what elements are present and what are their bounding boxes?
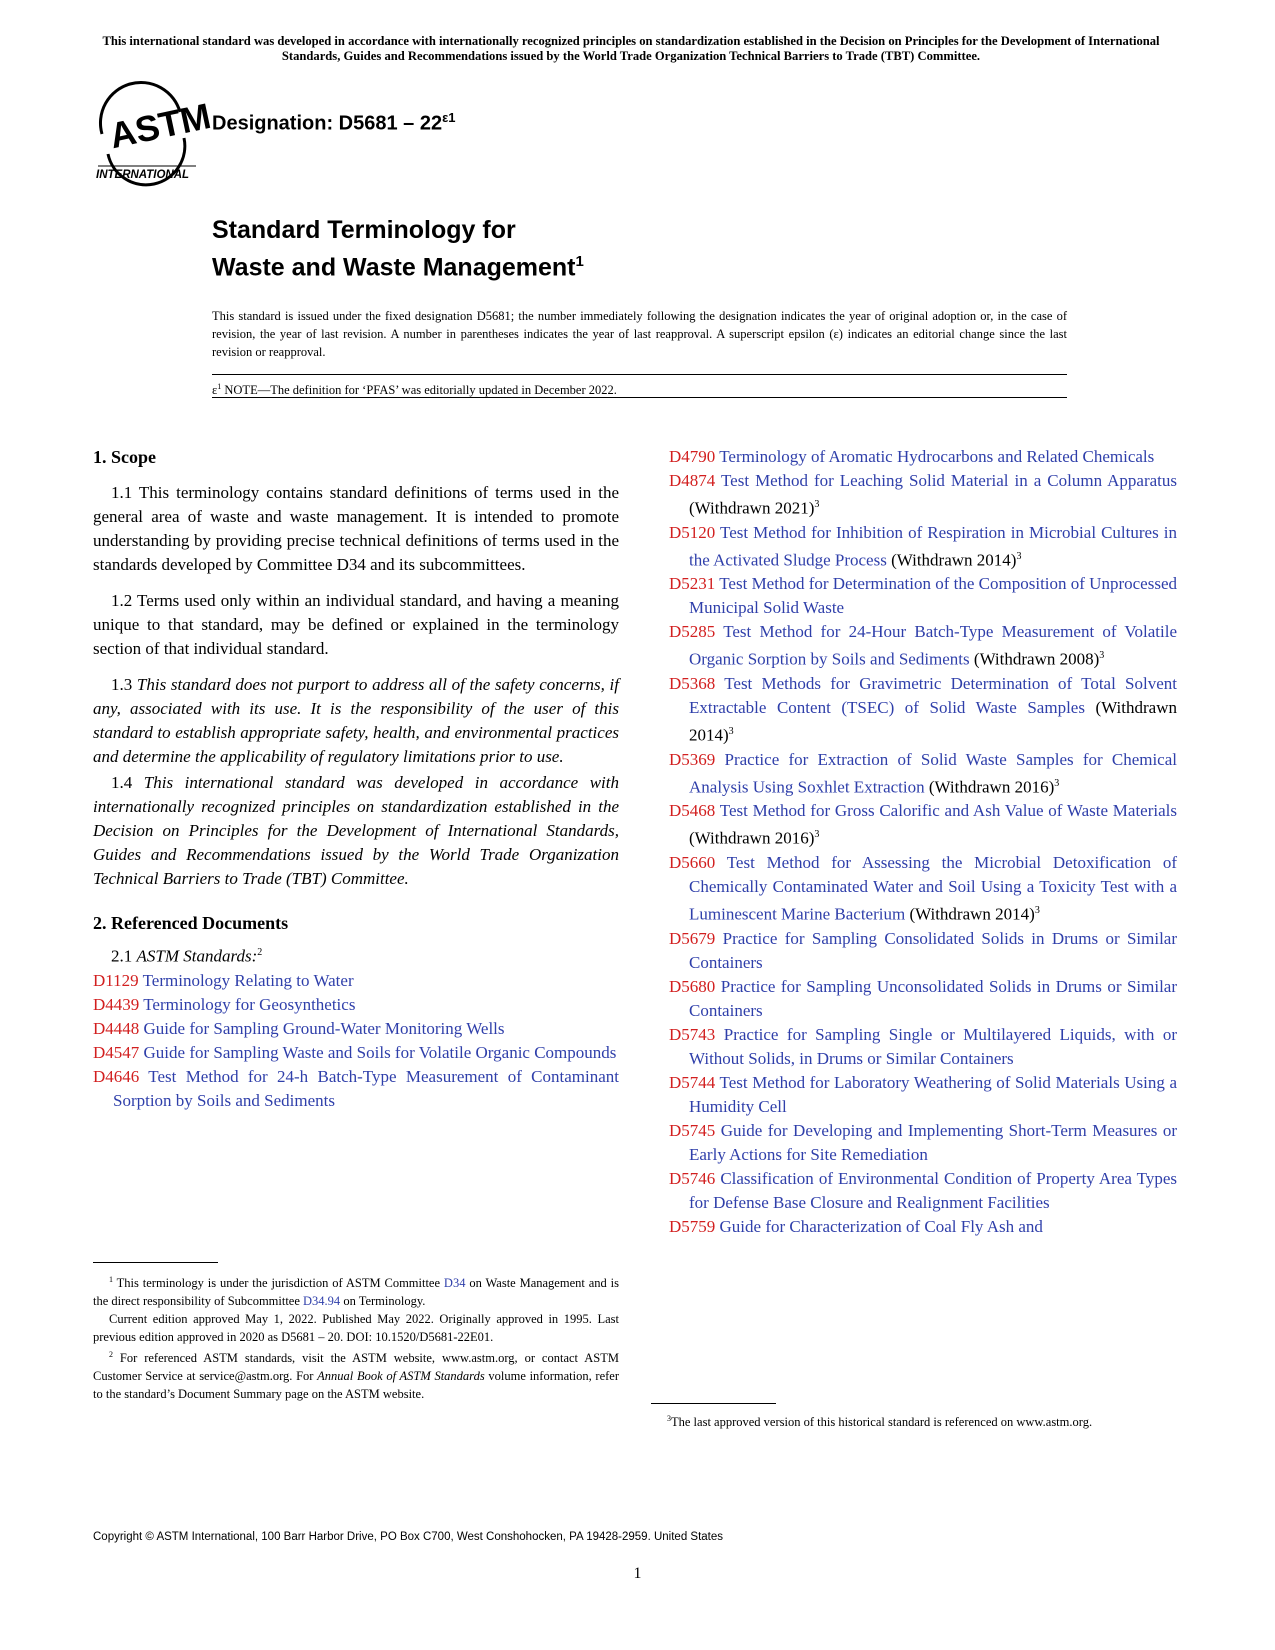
reference-item [669,572,1177,620]
reference-item [669,1119,1177,1167]
reference-title-link[interactable]: Test Method for Gross Calorific and Ash Value of Waste Materials [719,801,1177,821]
reference-code-link[interactable]: D5285 [669,622,716,642]
document-title [212,214,584,283]
reference-item [93,1065,619,1113]
editorial-text: NOTE—The definition for ‘PFAS’ was editorially updated in December 2022. [221,383,617,398]
withdrawn-note: (Withdrawn 2016) [924,777,1055,797]
subheading-label: ASTM Standards: [136,946,258,966]
reference-list-left [93,969,619,1113]
issue-note: This standard is issued under the fixed designation D5681; the number immediately following the designation indicates the year of original adoption or, in the case of revision, the year of last revision. A number in parentheses indicates the year of last reapproval. A superscript epsilon (ε) indicates an editorial change since the last revision or reapproval. [212,309,1067,359]
footnote-text: on Terminology. [340,1294,426,1309]
reference-title-link[interactable]: Practice for Sampling Single or Multilayered Liquids, with or Without Solids, in Drums or Similar Containers [689,1024,1178,1068]
reference-title-link[interactable]: Guide for Developing and Implementing Short-Term Measures or Early Actions for Site Remediation [689,1120,1178,1164]
paragraph-text: This terminology contains standard definitions of terms used in the general area of waste and waste management. It is intended to promote understanding by providing precise technical definitions of terms used in the standards developed by Committee D34 and its subcommittees. [93,483,619,574]
withdrawn-note: (Withdrawn 2014) [905,904,1035,924]
reference-footnote-mark: 3 [1016,550,1022,562]
reference-code-link[interactable]: D5744 [669,1072,716,1092]
reference-footnote-mark: 3 [814,829,820,841]
withdrawn-note: (Withdrawn 2016) [689,828,815,848]
reference-item [669,469,1177,521]
reference-code-link[interactable]: D4547 [93,1042,140,1062]
section-1-heading: 1. Scope [93,447,156,467]
copyright-line: Copyright © ASTM International, 100 Barr Harbor Drive, PO Box C700, West Conshohocken, PA 19428-2959. United States [93,1531,724,1543]
reference-code-link[interactable]: D4448 [93,1018,140,1038]
reference-title-link[interactable]: Test Method for 24-Hour Batch-Type Measurement of Volatile Organic Sorption by Soils and Sediments [689,622,1177,669]
reference-item [669,672,1177,748]
subheading-number: 2.1 [111,946,133,966]
reference-title-link[interactable]: Test Method for Laboratory Weathering of Solid Materials Using a Humidity Cell [689,1072,1177,1116]
reference-item [669,445,1177,469]
reference-item [669,620,1177,672]
subheading-footnote-mark: 2 [257,947,263,958]
title-footnote-mark: 1 [575,253,584,270]
reference-item [669,799,1177,851]
footnote-text: on Waste Management and is the direct responsibility of Subcommittee [93,1276,619,1309]
withdrawn-note: (Withdrawn 2008) [969,649,1100,669]
reference-code-link[interactable]: D5231 [669,574,716,594]
reference-item [669,927,1177,975]
designation-label: Designation: D5681 – 22 [212,112,443,135]
reference-code-link[interactable]: D5120 [669,522,716,542]
logo-bottom-text: INTERNATIONAL [96,169,190,181]
footnote-mark: 3 [667,1414,671,1423]
footnote-divider-right [651,1403,776,1404]
reference-item [669,521,1177,573]
editorial-mark-sup: 1 [217,382,222,391]
reference-item [669,1167,1177,1215]
reference-title-link[interactable]: Practice for Extraction of Solid Waste Samples for Chemical Analysis Using Soxhlet Extraction [689,749,1177,797]
reference-code-link[interactable]: D5759 [669,1216,716,1236]
reference-code-link[interactable]: D5743 [669,1024,716,1044]
reference-footnote-mark: 3 [814,499,820,510]
paragraph-1-3 [93,673,619,769]
reference-item [93,1041,619,1065]
footnote-2 [93,1346,619,1403]
logo-top-text: ASTM [105,94,215,157]
footnote-text: For referenced ASTM standards, visit the ASTM website, www.astm.org, or contact ASTM Customer Service at service@astm.org. For [93,1351,619,1384]
withdrawn-note: (Withdrawn 2014) [886,550,1017,570]
reference-code-link[interactable]: D4439 [93,994,140,1014]
reference-code-link[interactable]: D1129 [93,970,139,990]
reference-title-link[interactable]: Test Method for 24-h Batch-Type Measurement of Contaminant Sorption by Soils and Sediments [113,1066,619,1110]
footnote-3 [651,1410,1177,1431]
left-column [93,445,619,1113]
paragraph-number: 1.1 [111,483,133,502]
editorial-note [212,379,617,398]
designation [212,110,456,136]
reference-footnote-mark: 3 [728,725,734,737]
designation-superscript: ε1 [442,110,456,125]
reference-title-link[interactable]: Test Method for Leaching Solid Material in a Column Apparatus [720,471,1177,490]
footnote-text: The last approved version of this historical standard is referenced on www.astm.org. [671,1415,1093,1430]
reference-title-link[interactable]: Guide for Sampling Ground-Water Monitoring Wells [143,1018,505,1038]
reference-code-link[interactable]: D4646 [93,1066,140,1086]
astm-standards-subheading [111,941,619,969]
reference-title-link[interactable]: Terminology Relating to Water [142,970,354,990]
reference-title-link[interactable]: Terminology of Aromatic Hydrocarbons and Related Chemicals [719,447,1155,466]
reference-title-link[interactable]: Practice for Sampling Consolidated Solids in Drums or Similar Containers [689,928,1178,972]
paragraph-1-2 [93,589,619,661]
paragraph-text: This standard does not purport to address all of the safety concerns, if any, associated with its use. It is the responsibility of the user of this standard to establish appropriate safety, health, and environmental practices and determine the applicability of regulatory limitations prior to use. [93,675,619,766]
paragraph-1-1 [93,481,619,577]
reference-title-link[interactable]: Test Method for Inhibition of Respiration in Microbial Cultures in the Activated Sludge Process [689,522,1177,570]
footnote-text: volume information, refer to the standard’s Document Summary page on the ASTM website. [93,1369,619,1402]
reference-code-link[interactable]: D5369 [669,749,716,769]
reference-item [93,969,619,993]
reference-footnote-mark: 3 [1099,650,1105,662]
reference-code-link[interactable]: D5468 [669,801,716,821]
reference-title-link[interactable]: Guide for Characterization of Coal Fly Ash and [719,1216,1043,1236]
reference-title-link[interactable]: Test Method for Assessing the Microbial Detoxification of Chemically Contaminated Water and Soil Using a Toxicity Test with a Luminescent Marine Bacterium [689,852,1177,924]
right-column [669,445,1177,1239]
reference-code-link[interactable]: D5679 [669,928,716,948]
reference-title-link[interactable]: Guide for Sampling Waste and Soils for Volatile Organic Compounds [143,1042,617,1062]
astm-logo [92,82,215,182]
paragraph-number: 1.3 [111,675,133,694]
page-number: 1 [633,1565,642,1582]
reference-title-link[interactable]: Classification of Environmental Condition of Property Area Types for Defense Base Closure and Realignment Facilities [689,1168,1178,1212]
reference-title-link[interactable]: Practice for Sampling Unconsolidated Solids in Drums or Similar Containers [689,976,1177,1020]
footnotes-right [651,1410,1177,1431]
reference-title-link[interactable]: Test Methods for Gravimetric Determination of Total Solvent Extractable Content (TSEC) of Solid Waste Samples [689,673,1177,717]
footnote-italic-text: Annual Book of ASTM Standards [317,1369,485,1384]
reference-code-link[interactable]: D4874 [669,471,716,490]
reference-item [669,975,1177,1023]
footnote-mark: 1 [109,1275,113,1284]
title-line-2: Waste and Waste Management [212,253,576,282]
paragraph-number: 1.2 [111,591,133,610]
withdrawn-note: (Withdrawn 2014) [689,697,1177,745]
withdrawn-note: (Withdrawn 2021) [689,498,815,518]
reference-item [669,748,1177,800]
reference-item [93,1017,619,1041]
paragraph-text: Terms used only within an individual standard, and having a meaning unique to that standard, may be defined or explained in the terminology section of that individual standard. [93,591,619,658]
paragraph-text: This international standard was developed in accordance with internationally recognized principles on standardization established in the Decision on Principles for the Development of International Standards, Guides and Recommendations issued by the World Trade Organization Technical Barriers to Trade (TBT) Committee. [93,773,619,888]
footnote-divider-left [93,1262,218,1263]
reference-list-right [669,445,1177,1239]
note-top-divider [212,374,1067,375]
reference-code-link[interactable]: D4790 [669,447,716,466]
reference-footnote-mark: 3 [1034,904,1040,916]
reference-item [669,1023,1177,1071]
header-notice: This international standard was developed in accordance with internationally recognized principles on standardization established in the Decision on Principles for the Development of International Standards, Guides and Recommendations issued by the World Trade Organization Technical Barriers to Trade (TBT) Committee. [102,34,1160,63]
subcommittee-link[interactable]: D34.94 [303,1294,341,1309]
reference-code-link[interactable]: D5745 [669,1120,716,1140]
footnote-mark: 2 [109,1350,113,1360]
reference-code-link[interactable]: D5746 [669,1168,716,1188]
astm-logo-icon [92,82,215,182]
reference-code-link[interactable]: D5660 [669,852,716,872]
footnote-1-edition: Current edition approved May 1, 2022. Published May 2022. Originally approved in 1995. Last previous edition approved in 2020 as D5681 – 20. DOI: 10.1520/D5681-22E01. [93,1312,619,1345]
reference-title-link[interactable]: Test Method for Determination of the Composition of Unprocessed Municipal Solid Waste [689,574,1177,618]
paragraph-number: 1.4 [111,773,133,792]
reference-footnote-mark: 3 [1054,777,1060,789]
reference-code-link[interactable]: D5680 [669,976,716,996]
title-line-1: Standard Terminology for [212,216,516,244]
reference-item [669,851,1177,927]
editorial-mark: ε [212,383,218,398]
reference-code-link[interactable]: D5368 [669,673,716,693]
paragraph-1-4 [93,771,619,891]
reference-item [669,1071,1177,1119]
footnote-1 [93,1271,619,1310]
committee-link[interactable]: D34 [443,1276,466,1291]
note-bottom-divider [212,397,1067,398]
footnote-text: This terminology is under the jurisdiction of ASTM Committee [113,1276,444,1291]
reference-item [669,1215,1177,1239]
section-2-heading: 2. Referenced Documents [93,913,289,933]
reference-item [93,993,619,1017]
reference-title-link[interactable]: Terminology for Geosynthetics [143,994,356,1014]
footnotes-left [93,1271,619,1403]
